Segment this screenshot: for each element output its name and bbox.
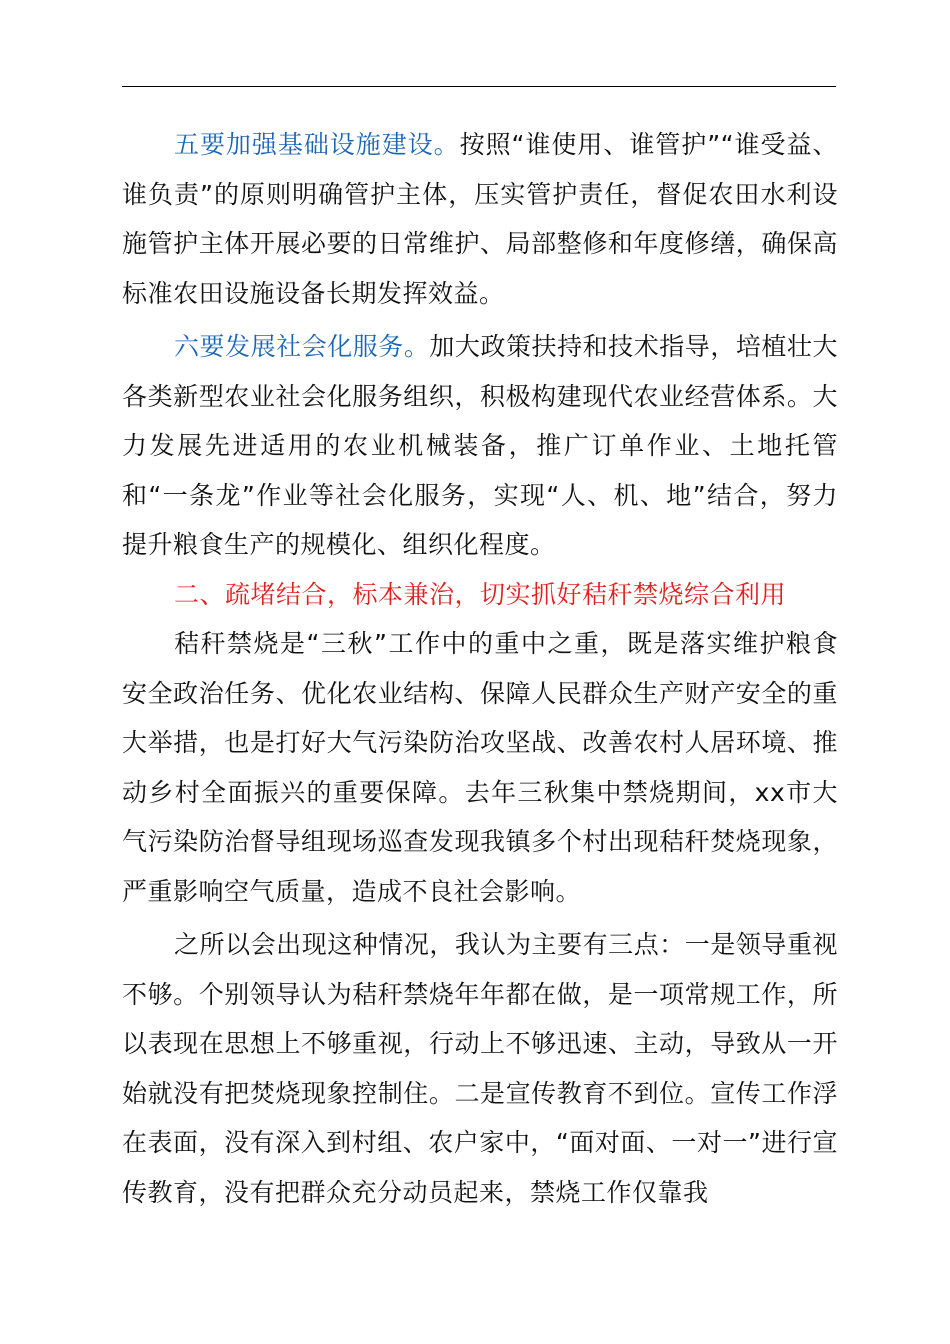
section-title: 二、疏堵结合，标本兼治，切实抓好秸秆禁烧综合利用	[174, 579, 787, 609]
paragraph-straw-burning: 秸秆禁烧是“三秋”工作中的重中之重，既是落实维护粮食安全政治任务、优化农业结构、保障人民群众生产财产安全的重大举措，也是打好大气污染防治攻坚战、改善农村人居环境、推动乡村全面振兴的重要保障。去年三秋集中禁烧期间，xx市大气污染防治督导组现场巡查发现我镇多个村出现秸秆焚烧现象，严重影响空气质量，造成不良社会影响。	[122, 629, 838, 906]
paragraph-socialized-service	[122, 322, 838, 570]
paragraph-reasons: 之所以会出现这种情况，我认为主要有三点：一是领导重视不够。个别领导认为秸秆禁烧年年都在做，是一项常规工作，所以表现在思想上不够重视，行动上不够迅速、主动，导致从一开始就没有把焚烧现象控制住。二是宣传教育不到位。宣传工作浮在表面，没有深入到村组、农户家中，“面对面、一对一”进行宣传教育，没有把群众充分动员起来，禁烧工作仅靠我	[122, 930, 838, 1207]
paragraph-text: 加大政策扶持和技术指导，培植壮大各类新型农业社会化服务组织，积极构建现代农业经营体系。大力发展先进适用的农业机械装备，推广订单作业、土地托管和“一条龙”作业等社会化服务，实现“人、机、地”结合，努力提升粮食生产的规模化、组织化程度。	[122, 332, 838, 559]
paragraph-heading: 六要发展社会化服务。	[174, 332, 430, 361]
header-rule	[122, 86, 836, 87]
document-body	[122, 120, 838, 1217]
paragraph-infrastructure	[122, 120, 838, 318]
paragraph-heading: 五要加强基础设施建设。	[174, 130, 460, 159]
paragraph-text: 按照“谁使用、谁管护”“谁受益、谁负责”的原则明确管护主体，压实管护责任，督促农田水利设施管护主体开展必要的日常维护、局部整修和年度修缮，确保高标准农田设施设备长期发挥效益。	[122, 130, 838, 308]
